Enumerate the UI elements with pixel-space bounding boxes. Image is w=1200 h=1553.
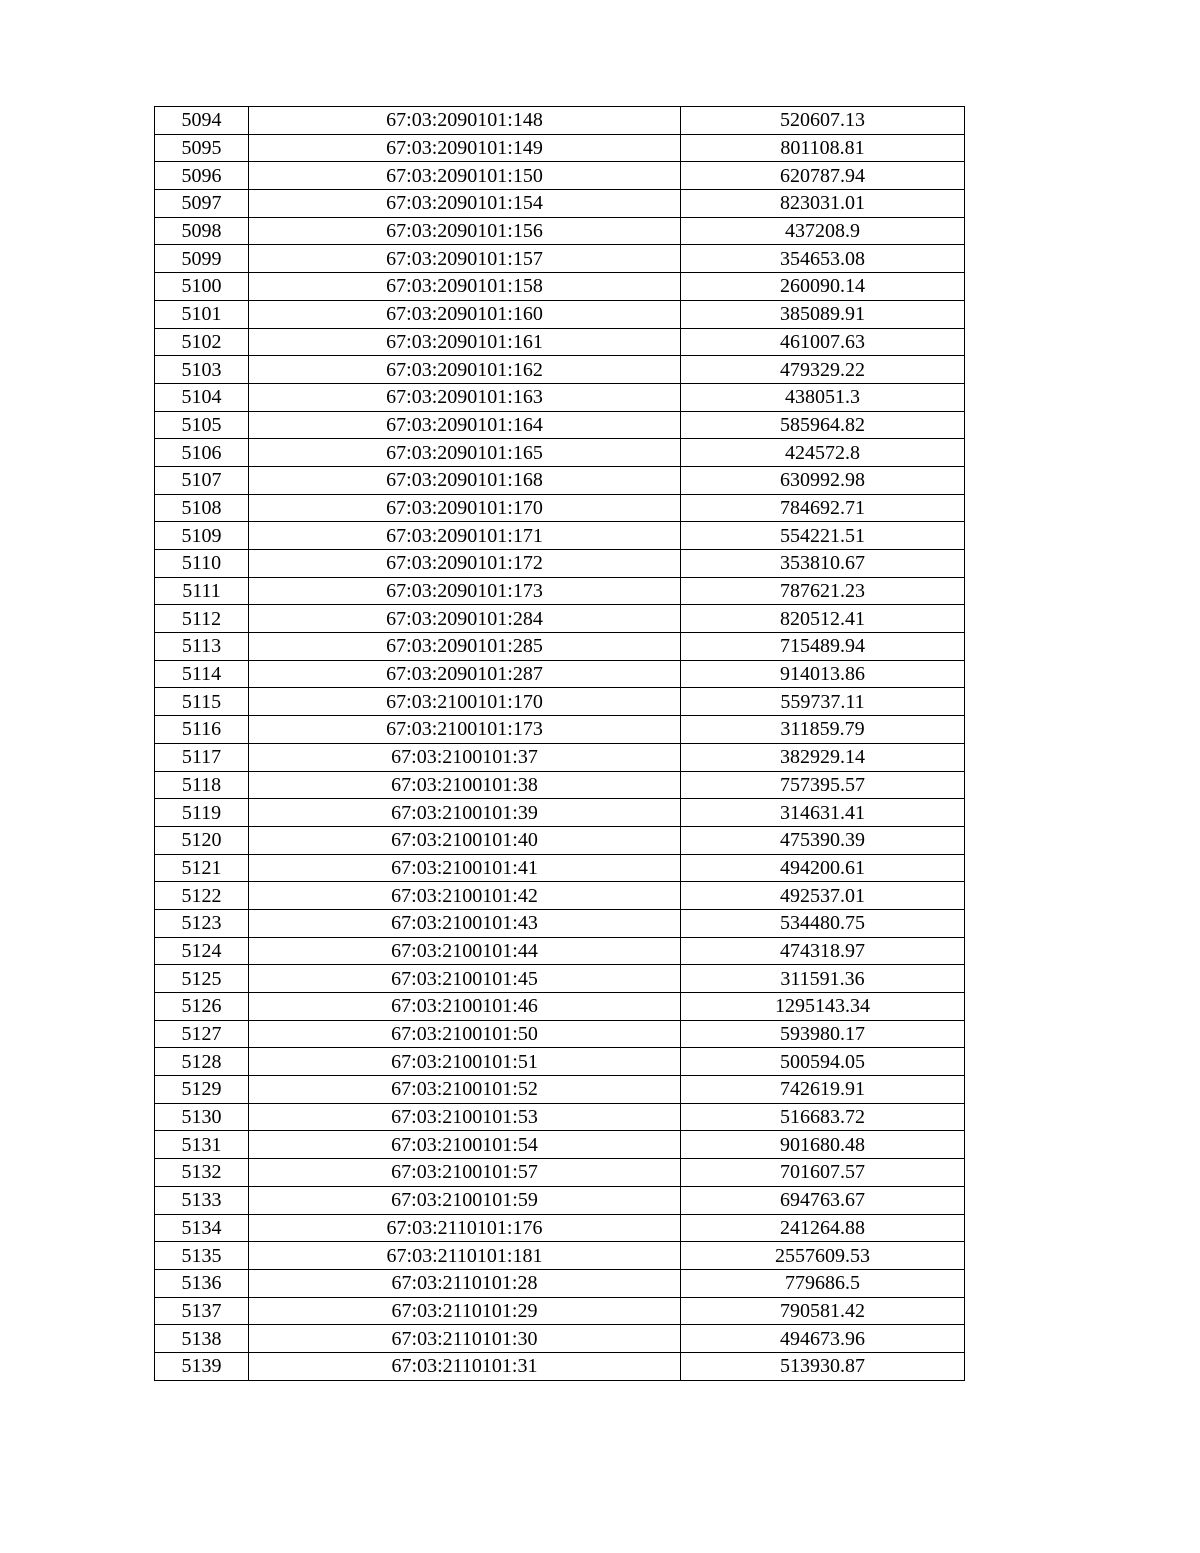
cadastral-value-cell: 438051.3: [681, 383, 965, 411]
cadastral-value-cell: 701607.57: [681, 1159, 965, 1187]
table-row: [155, 1352, 965, 1380]
cadastral-value-cell: 757395.57: [681, 771, 965, 799]
cadastral-number-cell: 67:03:2100101:46: [249, 993, 681, 1021]
row-number-cell: 5114: [155, 660, 249, 688]
table-row: [155, 1242, 965, 1270]
cadastral-number-cell: 67:03:2100101:59: [249, 1186, 681, 1214]
cadastral-number-cell: 67:03:2110101:176: [249, 1214, 681, 1242]
cadastral-number-cell: 67:03:2090101:162: [249, 356, 681, 384]
row-number-cell: 5107: [155, 466, 249, 494]
table-row: [155, 328, 965, 356]
cadastral-number-cell: 67:03:2090101:150: [249, 162, 681, 190]
row-number-cell: 5101: [155, 300, 249, 328]
cadastral-number-cell: 67:03:2100101:43: [249, 909, 681, 937]
row-number-cell: 5129: [155, 1076, 249, 1104]
cadastral-number-cell: 67:03:2110101:31: [249, 1352, 681, 1380]
row-number-cell: 5095: [155, 134, 249, 162]
table-row: [155, 245, 965, 273]
cadastral-number-cell: 67:03:2100101:53: [249, 1103, 681, 1131]
cadastral-value-cell: 241264.88: [681, 1214, 965, 1242]
row-number-cell: 5113: [155, 633, 249, 661]
cadastral-number-cell: 67:03:2100101:52: [249, 1076, 681, 1104]
cadastral-value-cell: 353810.67: [681, 550, 965, 578]
cadastral-number-cell: 67:03:2100101:41: [249, 854, 681, 882]
cadastral-value-cell: 520607.13: [681, 107, 965, 135]
cadastral-number-cell: 67:03:2090101:172: [249, 550, 681, 578]
cadastral-number-cell: 67:03:2090101:149: [249, 134, 681, 162]
cadastral-number-cell: 67:03:2090101:157: [249, 245, 681, 273]
cadastral-number-cell: 67:03:2100101:173: [249, 716, 681, 744]
cadastral-number-cell: 67:03:2100101:50: [249, 1020, 681, 1048]
cadastral-value-cell: 516683.72: [681, 1103, 965, 1131]
row-number-cell: 5131: [155, 1131, 249, 1159]
table-row: [155, 190, 965, 218]
table-row: [155, 1048, 965, 1076]
table-row: [155, 1131, 965, 1159]
table-row: [155, 993, 965, 1021]
table-row: [155, 411, 965, 439]
cadastral-number-cell: 67:03:2090101:170: [249, 494, 681, 522]
cadastral-number-cell: 67:03:2090101:158: [249, 273, 681, 301]
row-number-cell: 5126: [155, 993, 249, 1021]
cadastral-value-cell: 385089.91: [681, 300, 965, 328]
cadastral-number-cell: 67:03:2090101:171: [249, 522, 681, 550]
cadastral-number-cell: 67:03:2090101:284: [249, 605, 681, 633]
cadastral-value-cell: 823031.01: [681, 190, 965, 218]
cadastral-value-cell: 593980.17: [681, 1020, 965, 1048]
cadastral-number-cell: 67:03:2090101:285: [249, 633, 681, 661]
table-row: [155, 217, 965, 245]
cadastral-value-cell: 630992.98: [681, 466, 965, 494]
row-number-cell: 5128: [155, 1048, 249, 1076]
cadastral-value-cell: 494673.96: [681, 1325, 965, 1353]
cadastral-number-cell: 67:03:2090101:164: [249, 411, 681, 439]
cadastral-number-cell: 67:03:2090101:165: [249, 439, 681, 467]
cadastral-value-cell: 311591.36: [681, 965, 965, 993]
row-number-cell: 5105: [155, 411, 249, 439]
table-row: [155, 1325, 965, 1353]
row-number-cell: 5119: [155, 799, 249, 827]
row-number-cell: 5110: [155, 550, 249, 578]
row-number-cell: 5139: [155, 1352, 249, 1380]
row-number-cell: 5111: [155, 577, 249, 605]
table-row: [155, 494, 965, 522]
table-row: [155, 383, 965, 411]
row-number-cell: 5138: [155, 1325, 249, 1353]
row-number-cell: 5124: [155, 937, 249, 965]
cadastral-value-cell: 620787.94: [681, 162, 965, 190]
table-row: [155, 965, 965, 993]
cadastral-number-cell: 67:03:2110101:29: [249, 1297, 681, 1325]
table-row: [155, 1297, 965, 1325]
cadastral-value-cell: 475390.39: [681, 826, 965, 854]
row-number-cell: 5122: [155, 882, 249, 910]
cadastral-number-cell: 67:03:2100101:54: [249, 1131, 681, 1159]
cadastral-value-cell: 479329.22: [681, 356, 965, 384]
cadastral-value-cell: 790581.42: [681, 1297, 965, 1325]
cadastral-value-cell: 513930.87: [681, 1352, 965, 1380]
cadastral-value-cell: 559737.11: [681, 688, 965, 716]
table-row: [155, 1159, 965, 1187]
table-row: [155, 466, 965, 494]
cadastral-number-cell: 67:03:2100101:44: [249, 937, 681, 965]
cadastral-value-cell: 311859.79: [681, 716, 965, 744]
cadastral-value-cell: 534480.75: [681, 909, 965, 937]
row-number-cell: 5112: [155, 605, 249, 633]
row-number-cell: 5132: [155, 1159, 249, 1187]
row-number-cell: 5123: [155, 909, 249, 937]
cadastral-value-cell: 914013.86: [681, 660, 965, 688]
cadastral-value-cell: 694763.67: [681, 1186, 965, 1214]
cadastral-value-cell: 437208.9: [681, 217, 965, 245]
row-number-cell: 5109: [155, 522, 249, 550]
row-number-cell: 5103: [155, 356, 249, 384]
row-number-cell: 5099: [155, 245, 249, 273]
row-number-cell: 5100: [155, 273, 249, 301]
row-number-cell: 5127: [155, 1020, 249, 1048]
cadastral-number-cell: 67:03:2110101:28: [249, 1269, 681, 1297]
row-number-cell: 5104: [155, 383, 249, 411]
table-row: [155, 909, 965, 937]
table-row: [155, 162, 965, 190]
row-number-cell: 5137: [155, 1297, 249, 1325]
row-number-cell: 5108: [155, 494, 249, 522]
cadastral-number-cell: 67:03:2090101:160: [249, 300, 681, 328]
row-number-cell: 5098: [155, 217, 249, 245]
row-number-cell: 5097: [155, 190, 249, 218]
cadastral-value-cell: 779686.5: [681, 1269, 965, 1297]
row-number-cell: 5120: [155, 826, 249, 854]
row-number-cell: 5133: [155, 1186, 249, 1214]
cadastral-number-cell: 67:03:2100101:45: [249, 965, 681, 993]
cadastral-number-cell: 67:03:2100101:170: [249, 688, 681, 716]
table-row: [155, 743, 965, 771]
cadastral-value-cell: 474318.97: [681, 937, 965, 965]
table-row: [155, 937, 965, 965]
cadastral-value-table: [154, 106, 965, 1381]
row-number-cell: 5106: [155, 439, 249, 467]
table-row: [155, 577, 965, 605]
table-row: [155, 134, 965, 162]
cadastral-value-cell: 585964.82: [681, 411, 965, 439]
row-number-cell: 5130: [155, 1103, 249, 1131]
row-number-cell: 5116: [155, 716, 249, 744]
cadastral-value-cell: 801108.81: [681, 134, 965, 162]
cadastral-value-cell: 2557609.53: [681, 1242, 965, 1270]
table-row: [155, 1076, 965, 1104]
cadastral-value-cell: 494200.61: [681, 854, 965, 882]
row-number-cell: 5135: [155, 1242, 249, 1270]
table-row: [155, 771, 965, 799]
cadastral-value-cell: 354653.08: [681, 245, 965, 273]
cadastral-value-cell: 554221.51: [681, 522, 965, 550]
cadastral-value-cell: 382929.14: [681, 743, 965, 771]
table-row: [155, 605, 965, 633]
table-row: [155, 882, 965, 910]
cadastral-number-cell: 67:03:2090101:168: [249, 466, 681, 494]
table-row: [155, 1269, 965, 1297]
cadastral-number-cell: 67:03:2090101:156: [249, 217, 681, 245]
row-number-cell: 5118: [155, 771, 249, 799]
table-row: [155, 1214, 965, 1242]
row-number-cell: 5136: [155, 1269, 249, 1297]
cadastral-value-cell: 787621.23: [681, 577, 965, 605]
cadastral-value-cell: 901680.48: [681, 1131, 965, 1159]
cadastral-number-cell: 67:03:2090101:148: [249, 107, 681, 135]
table-row: [155, 522, 965, 550]
table-row: [155, 439, 965, 467]
cadastral-number-cell: 67:03:2100101:38: [249, 771, 681, 799]
table-row: [155, 854, 965, 882]
table-row: [155, 688, 965, 716]
row-number-cell: 5125: [155, 965, 249, 993]
table-row: [155, 1020, 965, 1048]
table-row: [155, 1103, 965, 1131]
cadastral-value-cell: 1295143.34: [681, 993, 965, 1021]
cadastral-number-cell: 67:03:2100101:57: [249, 1159, 681, 1187]
cadastral-number-cell: 67:03:2110101:181: [249, 1242, 681, 1270]
cadastral-number-cell: 67:03:2100101:39: [249, 799, 681, 827]
row-number-cell: 5134: [155, 1214, 249, 1242]
cadastral-number-cell: 67:03:2100101:51: [249, 1048, 681, 1076]
cadastral-value-cell: 260090.14: [681, 273, 965, 301]
cadastral-value-cell: 492537.01: [681, 882, 965, 910]
cadastral-value-cell: 314631.41: [681, 799, 965, 827]
table-row: [155, 356, 965, 384]
row-number-cell: 5117: [155, 743, 249, 771]
row-number-cell: 5102: [155, 328, 249, 356]
cadastral-value-cell: 461007.63: [681, 328, 965, 356]
cadastral-number-cell: 67:03:2090101:173: [249, 577, 681, 605]
table-row: [155, 550, 965, 578]
cadastral-number-cell: 67:03:2100101:42: [249, 882, 681, 910]
table-body: [155, 107, 965, 1381]
table-row: [155, 300, 965, 328]
cadastral-number-cell: 67:03:2100101:37: [249, 743, 681, 771]
cadastral-number-cell: 67:03:2110101:30: [249, 1325, 681, 1353]
table-row: [155, 826, 965, 854]
row-number-cell: 5094: [155, 107, 249, 135]
row-number-cell: 5115: [155, 688, 249, 716]
cadastral-value-cell: 784692.71: [681, 494, 965, 522]
row-number-cell: 5096: [155, 162, 249, 190]
cadastral-number-cell: 67:03:2090101:161: [249, 328, 681, 356]
cadastral-value-cell: 820512.41: [681, 605, 965, 633]
cadastral-value-cell: 500594.05: [681, 1048, 965, 1076]
cadastral-number-cell: 67:03:2090101:163: [249, 383, 681, 411]
cadastral-value-cell: 715489.94: [681, 633, 965, 661]
table-row: [155, 633, 965, 661]
cadastral-value-cell: 742619.91: [681, 1076, 965, 1104]
table-row: [155, 716, 965, 744]
cadastral-number-cell: 67:03:2090101:287: [249, 660, 681, 688]
table-row: [155, 107, 965, 135]
table-row: [155, 273, 965, 301]
table-row: [155, 799, 965, 827]
table-row: [155, 1186, 965, 1214]
table-row: [155, 660, 965, 688]
cadastral-number-cell: 67:03:2100101:40: [249, 826, 681, 854]
row-number-cell: 5121: [155, 854, 249, 882]
cadastral-number-cell: 67:03:2090101:154: [249, 190, 681, 218]
cadastral-value-cell: 424572.8: [681, 439, 965, 467]
